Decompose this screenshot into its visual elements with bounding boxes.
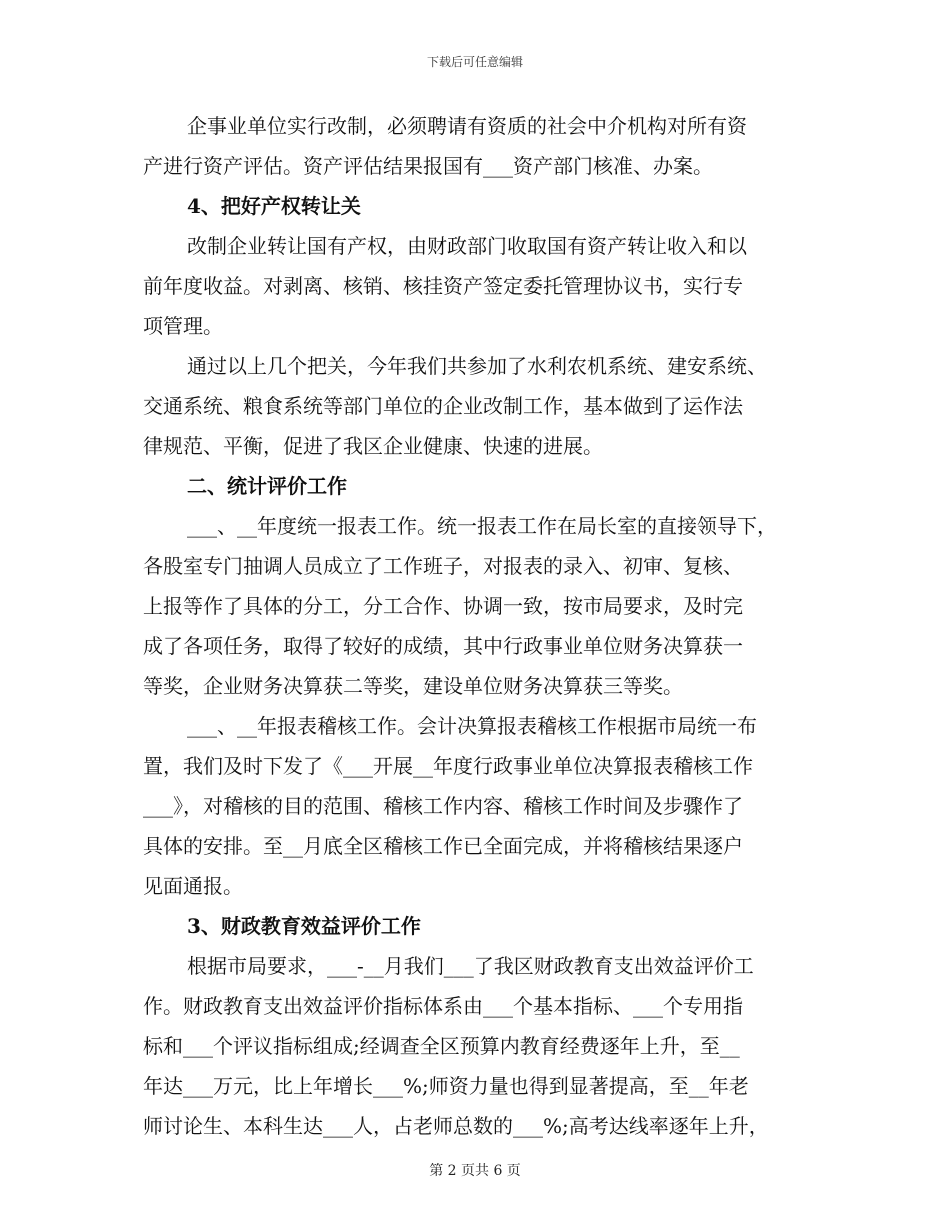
paragraph-line: 企事业单位实行改制，必须聘请有资质的社会中介机构对所有资: [187, 114, 747, 138]
document-body: [143, 106, 823, 1146]
paragraph-line: ___、__年度统一报表工作。统一报表工作在局长室的直接领导下，: [187, 514, 777, 538]
paragraph-line: 通过以上几个把关，今年我们共参加了水利农机系统、建安系统、: [187, 354, 767, 378]
paragraph-line: 交通系统、粮食系统等部门单位的企业改制工作，基本做到了运作法: [143, 394, 743, 418]
paragraph-line: 项管理。: [143, 314, 223, 338]
section-heading: 二、统计评价工作: [187, 474, 347, 498]
paragraph-line: ___》，对稽核的目的范围、稽核工作内容、稽核工作时间及步骤作了: [143, 794, 743, 818]
paragraph-line: 年达___万元，比上年增长___%;师资力量也得到显著提高，至__年老: [143, 1074, 749, 1098]
paragraph-line: 前年度收益。对剥离、核销、核挂资产签定委托管理协议书，实行专: [143, 274, 743, 298]
paragraph-line: 具体的安排。至__月底全区稽核工作已全面完成，并将稽核结果逐户: [143, 834, 743, 858]
paragraph-line: ___、__年报表稽核工作。会计决算报表稽核工作根据市局统一布: [187, 714, 757, 738]
paragraph-line: 各股室专门抽调人员成立了工作班子，对报表的录入、初审、复核、: [143, 554, 743, 578]
paragraph-line: 标和___个评议指标组成;经调查全区预算内教育经费逐年上升，至__: [143, 1034, 740, 1058]
paragraph-line: 见面通报。: [143, 874, 243, 898]
paragraph-line: 根据市局要求，___-__月我们___了我区财政教育支出效益评价工: [187, 954, 754, 978]
paragraph-line: 改制企业转让国有产权，由财政部门收取国有资产转让收入和以: [187, 234, 747, 258]
paragraph-line: 作。财政教育支出效益评价指标体系由___个基本指标、___个专用指: [143, 994, 743, 1018]
paragraph-line: 产进行资产评估。资产评估结果报国有___资产部门核准、办案。: [143, 154, 713, 178]
paragraph-line: 成了各项任务，取得了较好的成绩，其中行政事业单位财务决算获一: [143, 634, 743, 658]
page-header: 下载后可任意编辑: [426, 55, 523, 69]
paragraph-line: 等奖，企业财务决算获二等奖，建设单位财务决算获三等奖。: [143, 674, 683, 698]
page-number: 第 2 页共 6 页: [429, 1163, 521, 1179]
paragraph-line: 置，我们及时下发了《___开展__年度行政事业单位决算报表稽核工作: [143, 754, 753, 778]
section-heading: 3、财政教育效益评价工作: [187, 914, 421, 938]
section-heading: 4、把好产权转让关: [187, 194, 361, 218]
paragraph-line: 律规范、平衡，促进了我区企业健康、快速的进展。: [143, 434, 603, 458]
paragraph-line: 师讨论生、本科生达___人，占老师总数的___%;高考达线率逐年上升，: [143, 1114, 769, 1138]
paragraph-line: 上报等作了具体的分工，分工合作、协调一致，按市局要求，及时完: [143, 594, 743, 618]
